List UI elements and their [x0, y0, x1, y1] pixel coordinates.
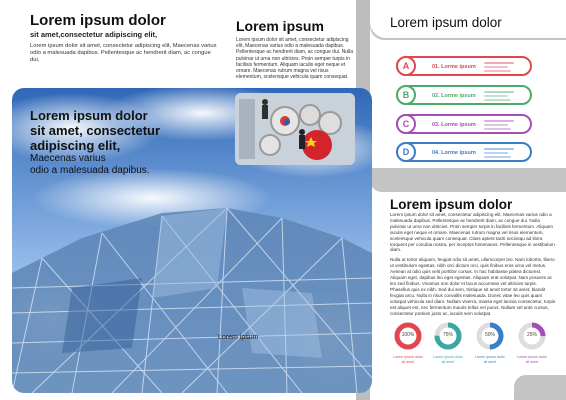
hero-line-3: adipiscing elit, [30, 138, 121, 153]
option-letter-badge: A [396, 56, 416, 76]
right-mid-grey [370, 168, 566, 192]
donut-caption: Lorem ipsum dolor sit amet [393, 355, 423, 364]
hero-headline [30, 108, 230, 177]
donut-percent-label: 75% [442, 332, 453, 338]
hero-line-5: odio a malesuada dapibus. [30, 165, 150, 176]
left-heading: Lorem ipsum dolor [30, 12, 166, 29]
option-letter-badge: B [396, 85, 416, 105]
business-illustration [235, 93, 355, 165]
left-body: Lorem ipsum dolor sit amet, consectetur adipiscing elit, Maecenas varius odio a malesuada dapibus. Pellentesque ac hendrerit diam, ac congue dui, [30, 43, 217, 64]
right-paragraph-2: Nulla ut tortor aliquam, feugiat odio sit amet, ullamcorper leo. Nam lobortis, libero ut vestibulum egestas, nibh orci dictum orci, quis finibus eros urna vel metus. Aenean at odio quis velit porttitor cursus. In hac habitasse platea dictumst. Aliquam eget, dapibus leo eget egestas. Aliquam erat volutpat. Nam posuere ac leo sed finibus. Vivamus non dolor et lacus accumsan vel ultricies turpis. Phasellus quis ex nibh. Sed dui sem, tristique sit amet tortor sit amet, blandit feugiat arcu. Nulla in risus convallis malesuada. Donec vitae leo quis quam volutpat vehicula sed diam. Nullam viverra, massa eget lacinia consectetur, turpis est aliquet est, nec fermentum mauris tellus vel purus. Nullam vel ante cursus, consectetur pretium justo ac, iaculis sem volutpat. [390, 257, 556, 316]
hero-line-2: sit amet, consectetur [30, 123, 161, 138]
option-label: 04. Lorme ipsum [432, 150, 476, 156]
right-paragraph-1: Lorem ipsum dolor sit amet, consectetur adipiscing elit, Maecenas varius odio a malesuada dapibus. Pellentesque ac hendrerit diam, ac congue dui. Nulla pulvinar ut urna non ultricies. Proin semper turpis in facilisis fermentum. Aliquam iaculis eget neque et ornare. Maecenas rutrum magna vel risus elementum, scelerisque vehicula quam consequat. Class aptent taciti sociosqu ad litora torquent per conubia nostra, per inceptos himenaeos. Pellentesque in vestibulum diam. [390, 212, 555, 253]
option-label: 01. Lorme ipsum [432, 64, 476, 70]
right-bottom-grey [514, 375, 566, 400]
donut-caption: Lorem ipsum dolor sit amet [433, 355, 463, 364]
option-letter-badge: C [396, 114, 416, 134]
middle-heading: Lorem ipsum [236, 18, 324, 34]
donut-caption: Lorem ipsum dolor sit amet [517, 355, 547, 364]
donut-percent-label: 50% [484, 332, 495, 338]
option-placeholder-lines [484, 91, 514, 103]
option-label: 03. Lorme ipsum [432, 122, 476, 128]
option-placeholder-lines [484, 120, 514, 132]
option-row-b [396, 85, 532, 105]
middle-body: Lorem ipsum dolor sit amet, consectetur adipiscing elit, Maecenas varius odio a malesuada dapibus. Pellentesque ac hendrerit diam, ac congue dui. Nulla pulvinar ut urna non ultricies. Proin semper turpis in facilisis fermentum. Aliquam iaculis eget neque et ornare. Maecenas rutrum magna vel risus elementum, scelerisque vehicula quam consequat. [236, 37, 354, 81]
option-placeholder-lines [484, 62, 514, 74]
option-row-d [396, 142, 532, 162]
right-heading-top: Lorem ipsum dolor [390, 15, 502, 30]
hero-line-4: Maecenas varius [30, 153, 106, 164]
donut-percent-label: 25% [526, 332, 537, 338]
option-placeholder-lines [484, 148, 514, 160]
gears-graphic [235, 93, 355, 165]
donut-caption: Lorem ipsum dolor sit amet [475, 355, 505, 364]
right-text-block [390, 212, 556, 316]
left-subheading: sit amet,consectetur adipiscing elit, [30, 30, 158, 39]
option-row-c [396, 114, 532, 134]
option-row-a [396, 56, 532, 76]
option-letter-badge: D [396, 142, 416, 162]
hero-caption: Lorem ipsum [218, 334, 259, 341]
left-header [30, 12, 220, 65]
hero-line-1: Lorem ipsum dolor [30, 108, 148, 123]
middle-header [236, 18, 354, 80]
option-label: 02. Lorme ipsum [432, 93, 476, 99]
donut-percent-label: 100% [401, 332, 415, 338]
right-heading-bottom: Lorem ipsum dolor [390, 197, 513, 212]
